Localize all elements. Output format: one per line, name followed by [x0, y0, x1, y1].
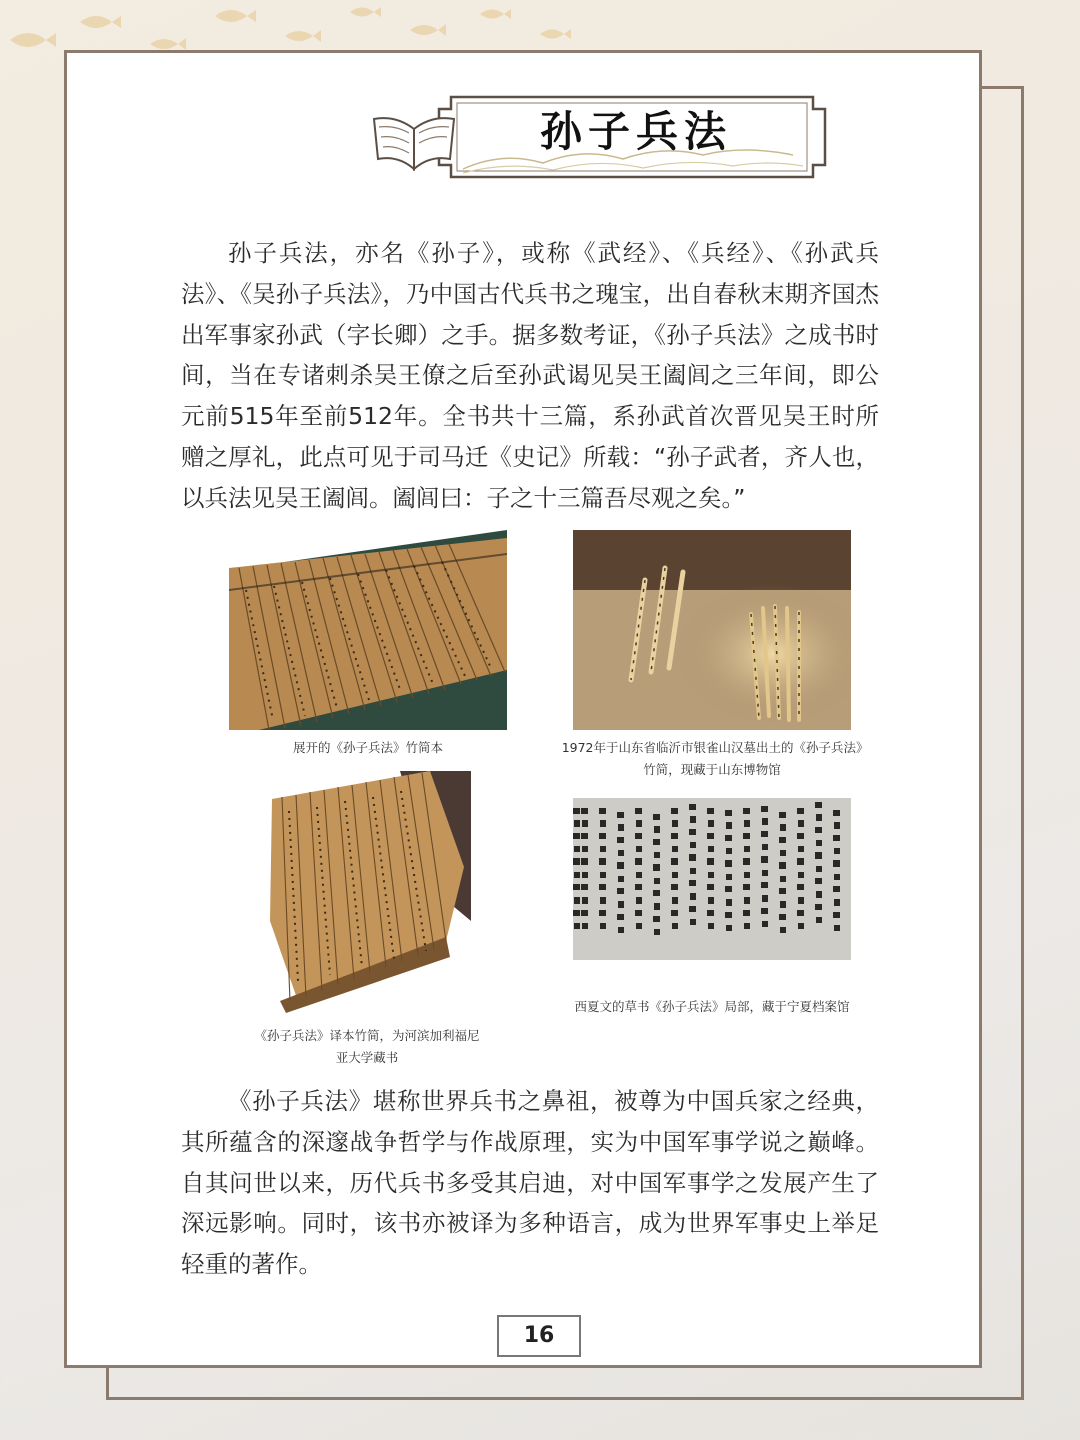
page-number: 16 [497, 1315, 581, 1357]
caption-1: 展开的《孙子兵法》竹简本 [292, 740, 443, 755]
caption-4: 西夏文的草书《孙子兵法》局部，藏于宁夏档案馆 [574, 999, 850, 1014]
title-banner [373, 89, 833, 195]
manuscript-photo [573, 798, 851, 960]
figure-bamboo-book [260, 771, 471, 1013]
figure-manuscript [573, 798, 851, 960]
caption-2: 1972年于山东省临沂市银雀山汉墓出土的《孙子兵法》竹简，现藏于山东博物馆 [561, 740, 863, 777]
document-page [64, 50, 982, 1368]
museum-display-photo [573, 530, 851, 730]
bamboo-book-photo [260, 771, 471, 1013]
page-title: 孙子兵法 [539, 107, 732, 156]
figure-museum-display [573, 530, 851, 730]
conclusion-paragraph: 《孙子兵法》堪称世界兵书之鼻祖，被尊为中国兵家之经典，其所蕴含的深邃战争哲学与作战原理，实为中国军事学说之巅峰。自其问世以来，历代兵书多受其启迪，对中国军事学之发展产生了深远影响。同时，该书亦被译为多种语言，成为世界军事史上举足轻重的著作。 [181, 1087, 879, 1279]
open-book-icon [369, 101, 459, 181]
caption-3: 《孙子兵法》译本竹简，为河滨加利福尼亚大学藏书 [254, 1028, 480, 1065]
figure-bamboo-scroll [229, 530, 507, 730]
bamboo-scroll-photo [229, 530, 507, 730]
intro-paragraph: 孙子兵法，亦名《孙子》，或称《武经》、《兵经》、《孙武兵法》、《吴孙子兵法》，乃中国古代兵书之瑰宝，出自春秋末期齐国杰出军事家孙武（字长卿）之手。据多数考证，《孙子兵法》之成书时间，当在专诸刺杀吴王僚之后至孙武谒见吴王阖闾之三年间，即公元前515年至前512年。全书共十三篇，系孙武首次晋见吴王时所赠之厚礼，此点可见于司马迁《史记》所载：“孙子武者，齐人也，以兵法见吴王阖闾。阖闾曰：子之十三篇吾尽观之矣。” [181, 239, 879, 512]
